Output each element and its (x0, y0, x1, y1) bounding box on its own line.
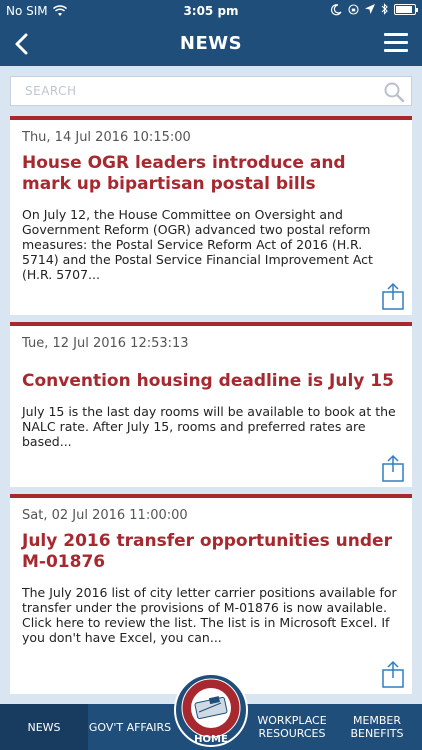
bluetooth-icon (381, 3, 388, 15)
page-title: NEWS (179, 33, 243, 54)
article-date: Tue, 12 Jul 2016 12:53:13 (22, 336, 189, 351)
status-bar (0, 0, 422, 22)
battery-icon (394, 4, 416, 15)
location-arrow-icon (365, 4, 375, 14)
status-time: 3:05 pm (183, 4, 239, 18)
share-icon[interactable] (382, 454, 404, 482)
article-title[interactable]: July 2016 transfer opportunities under M-01876 (22, 531, 392, 572)
article-title[interactable]: Convention housing deadline is July 15 (22, 371, 394, 391)
search-bar (10, 76, 412, 106)
article-title[interactable]: House OGR leaders introduce and mark up bipartisan postal bills (22, 153, 346, 194)
article-summary: The July 2016 list of city letter carrier positions available for transfer under the provisions of M-01876 is now available. Click here to review the list. The list is in Microsoft Excel. If you don't have Excel, you can... (22, 585, 397, 645)
tab-home[interactable]: HOME (194, 734, 228, 745)
tab-govt-affairs[interactable]: GOV'T AFFAIRS (88, 720, 172, 734)
tab-member-benefits[interactable]: MEMBER BENEFITS (350, 714, 404, 740)
share-icon[interactable] (382, 660, 404, 688)
carrier-label: No SIM (6, 4, 48, 18)
news-card[interactable] (10, 116, 412, 315)
share-icon[interactable] (382, 282, 404, 310)
article-summary: On July 12, the House Committee on Oversight and Government Reform (OGR) advanced two postal reform measures: the Postal Service Reform Act of 2016 (H.R. 5714) and the Postal Service Financial Improvement Act (H.R. 5707... (22, 207, 373, 282)
news-card[interactable] (10, 494, 412, 694)
news-card[interactable] (10, 322, 412, 487)
lock-rotation-icon (348, 4, 359, 15)
moon-icon (331, 4, 342, 15)
hamburger-menu-icon[interactable] (384, 33, 408, 53)
article-date: Thu, 14 Jul 2016 10:15:00 (22, 130, 191, 145)
search-icon[interactable] (383, 81, 405, 103)
tab-news[interactable]: NEWS (0, 704, 88, 750)
tab-workplace-resources[interactable]: WORKPLACE RESOURCES (257, 714, 327, 740)
article-summary: July 15 is the last day rooms will be available to book at the NALC rate. After July 15, rooms and preferred rates are based... (22, 404, 396, 449)
search-input[interactable] (11, 77, 371, 105)
article-date: Sat, 02 Jul 2016 11:00:00 (22, 508, 188, 523)
nav-bar (0, 22, 422, 66)
